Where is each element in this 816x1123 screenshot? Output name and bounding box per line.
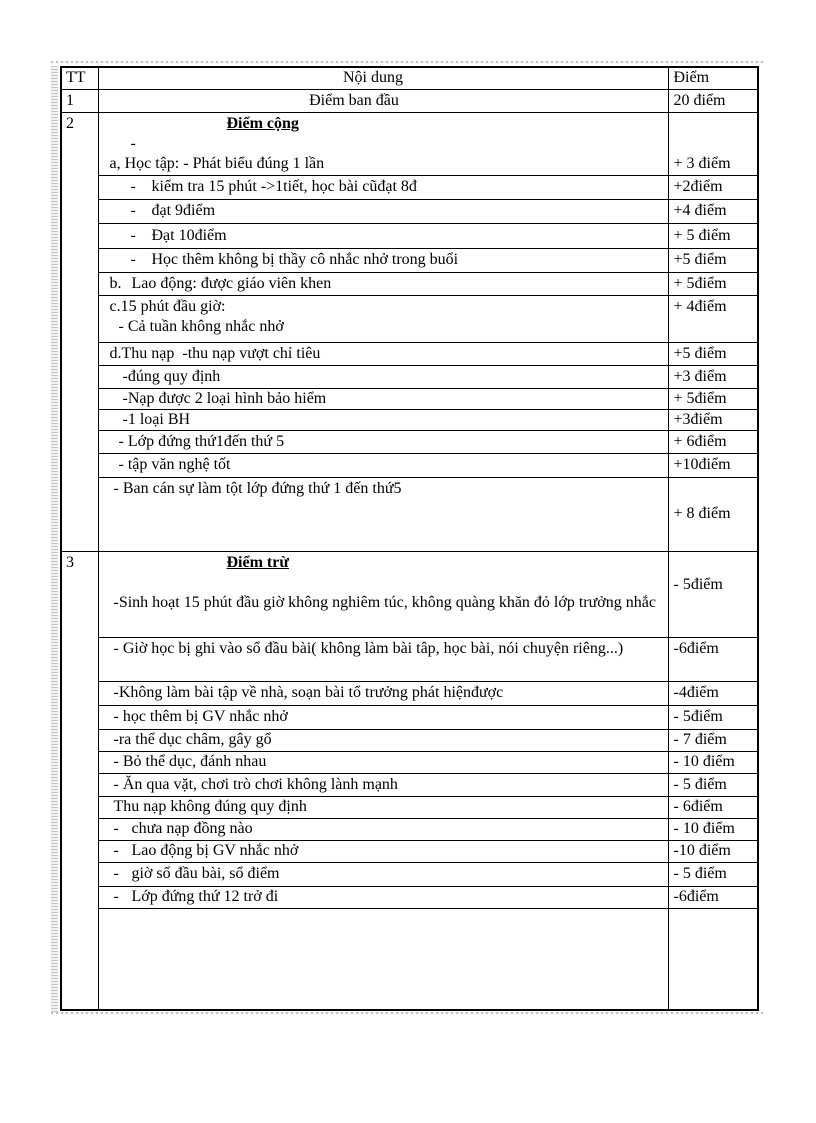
line-text: Lao động bị GV nhắc nhở	[131, 842, 299, 859]
content-cell	[98, 818, 668, 840]
score-cell: -6điểm	[668, 637, 758, 681]
content-line: c.15 phút đầu giờ:	[109, 297, 226, 315]
content-line: -đúng quy định	[122, 367, 221, 385]
score-cell: +3điểm	[668, 409, 758, 430]
table-row	[61, 295, 758, 342]
table-row	[61, 199, 758, 223]
table-row	[61, 729, 758, 751]
content-line: - Giờ học bị ghi vào sổ đầu bài( không làm bài tâp, học bài, nói chuyện riêng...)	[113, 639, 624, 657]
score-rules-table	[60, 66, 759, 1011]
content-line: Điểm trừ	[226, 553, 289, 571]
table-row	[61, 886, 758, 908]
dash-bullet: -	[113, 888, 119, 905]
table-row	[61, 342, 758, 365]
line-text: Học thêm không bị thầy cô nhắc nhở trong buổi	[151, 251, 459, 268]
table-row	[61, 773, 758, 796]
content-line	[99, 250, 668, 270]
score-cell: + 4điểm	[668, 295, 758, 342]
table-row	[61, 796, 758, 818]
score-cell: + 3 điểm	[668, 112, 758, 175]
content-cell	[98, 199, 668, 223]
content-cell	[98, 729, 668, 751]
table-row	[61, 89, 758, 112]
content-line: - Bỏ thể dục, đánh nhau	[113, 753, 267, 770]
content-cell	[98, 840, 668, 862]
content-line: - Cả tuần không nhắc nhở	[118, 317, 284, 335]
content-cell	[98, 796, 668, 818]
tt-cell: 3	[61, 551, 98, 1010]
content-line: Điểm ban đầu	[309, 91, 399, 109]
content-cell	[98, 295, 668, 342]
dash-bullet: -	[113, 865, 119, 882]
table-row	[61, 388, 758, 409]
content-line: - Lớp đứng thứ1đến thứ 5	[118, 432, 285, 450]
column-header-content: Nội dung	[98, 67, 668, 89]
table-row	[61, 751, 758, 773]
dash-bullet: -	[130, 226, 136, 244]
table-row	[61, 365, 758, 388]
score-cell: + 8 điểm	[668, 477, 758, 551]
content-line: -1 loại BH	[122, 410, 191, 428]
content-cell	[98, 223, 668, 248]
score-cell: +3 điểm	[668, 365, 758, 388]
content-cell	[98, 175, 668, 199]
line-text: Đạt 10điểm	[151, 226, 227, 244]
content-cell	[98, 681, 668, 705]
table-row	[61, 840, 758, 862]
score-cell	[668, 908, 758, 1010]
line-text: kiểm tra 15 phút ->1tiết, học bài cũđạt 8đ	[151, 178, 417, 195]
dash-bullet: -	[113, 820, 119, 837]
content-cell	[98, 453, 668, 477]
scan-artifact-bottom	[51, 1012, 763, 1014]
content-cell	[98, 388, 668, 409]
content-cell	[98, 886, 668, 908]
score-cell: - 5 điểm	[668, 773, 758, 796]
table-row	[61, 681, 758, 705]
table-body	[61, 89, 758, 1010]
content-cell	[98, 773, 668, 796]
table-row	[61, 175, 758, 199]
score-cell: + 5điểm	[668, 388, 758, 409]
line-text: đạt 9điểm	[151, 202, 216, 219]
content-cell	[98, 89, 668, 112]
score-cell: - 5 điểm	[668, 862, 758, 886]
content-line	[99, 226, 668, 246]
content-cell	[98, 409, 668, 430]
content-line: -Nạp được 2 loại hình bảo hiểm	[122, 389, 327, 407]
table-row	[61, 272, 758, 295]
dash-bullet: b.	[109, 274, 122, 292]
score-cell: +4 điểm	[668, 199, 758, 223]
content-line	[99, 201, 668, 221]
score-cell: - 10 điểm	[668, 818, 758, 840]
content-line: - Ban cán sự làm tột lớp đứng thứ 1 đến thứ5	[113, 479, 402, 497]
content-cell	[98, 551, 668, 637]
content-line: -ra thể dục châm, gây gổ	[113, 731, 272, 748]
content-line	[99, 841, 668, 861]
tt-cell: 2	[61, 112, 98, 551]
content-cell	[98, 862, 668, 886]
score-cell: - 5điểm	[668, 705, 758, 729]
content-cell	[98, 342, 668, 365]
line-text: giờ sổ đầu bài, sổ điểm	[131, 865, 280, 882]
content-cell	[98, 908, 668, 1010]
table-row	[61, 551, 758, 637]
content-line	[99, 864, 668, 884]
score-cell: - 6điểm	[668, 796, 758, 818]
table-header-row	[61, 67, 758, 89]
score-cell: + 5điểm	[668, 272, 758, 295]
column-header-tt: TT	[61, 67, 98, 89]
table-row	[61, 705, 758, 729]
score-cell: - 10 điểm	[668, 751, 758, 773]
content-cell	[98, 477, 668, 551]
line-text: Lớp đứng thứ 12 trở đi	[131, 888, 279, 905]
table-row	[61, 112, 758, 175]
content-cell	[98, 365, 668, 388]
line-text: chưa nạp đồng nào	[131, 820, 253, 837]
content-line: a, Học tập: - Phát biểu đúng 1 lần	[109, 154, 325, 172]
content-cell	[98, 248, 668, 272]
column-header-score: Điểm	[668, 67, 758, 89]
score-cell: 20 điểm	[668, 89, 758, 112]
dash-bullet: -	[130, 251, 136, 268]
score-cell: -10 điểm	[668, 840, 758, 862]
content-line: Thu nạp không đúng quy định	[113, 798, 307, 815]
content-cell	[98, 705, 668, 729]
score-cell: + 5 điểm	[668, 223, 758, 248]
table-row	[61, 409, 758, 430]
content-line: d.Thu nạp -thu nạp vượt chỉ tiêu	[109, 344, 321, 362]
table-row	[61, 453, 758, 477]
content-line: -Sinh hoạt 15 phút đầu giờ không nghiêm túc, không quàng khăn đỏ lớp trưởng nhắc	[113, 593, 656, 611]
score-cell: +10điểm	[668, 453, 758, 477]
table-row	[61, 430, 758, 453]
score-cell: -4điểm	[668, 681, 758, 705]
content-line: - tập văn nghệ tốt	[118, 456, 231, 473]
content-line	[99, 819, 668, 839]
scan-artifact-left	[51, 66, 58, 1012]
content-cell	[98, 430, 668, 453]
content-cell	[98, 637, 668, 681]
table-row	[61, 818, 758, 840]
tt-cell: 1	[61, 89, 98, 112]
content-cell	[98, 751, 668, 773]
table-row	[61, 637, 758, 681]
score-cell: - 7 điểm	[668, 729, 758, 751]
content-line: - Ăn qua vặt, chơi trò chơi không lành mạnh	[113, 775, 398, 793]
dash-bullet: -	[113, 842, 119, 859]
content-line	[99, 177, 668, 197]
content-line: - học thêm bị GV nhắc nhở	[113, 708, 288, 725]
dash-bullet: -	[130, 202, 136, 219]
dash-bullet: -	[130, 178, 136, 195]
content-line	[99, 887, 668, 907]
score-cell: + 6điểm	[668, 430, 758, 453]
content-cell	[98, 112, 668, 175]
content-line: -	[130, 134, 136, 152]
score-cell: - 5điểm	[668, 551, 758, 637]
line-text: Lao động: được giáo viên khen	[131, 274, 332, 292]
score-cell: +2điểm	[668, 175, 758, 199]
content-line	[99, 573, 668, 593]
score-cell: +5 điểm	[668, 248, 758, 272]
scan-artifact-top	[51, 61, 763, 63]
score-cell: +5 điểm	[668, 342, 758, 365]
content-cell	[98, 272, 668, 295]
table-row	[61, 248, 758, 272]
content-line: -Không làm bài tập về nhà, soạn bài tổ trưởng phát hiệnđược	[113, 684, 504, 701]
table-row	[61, 477, 758, 551]
table-row	[61, 862, 758, 886]
content-line: Điểm cộng	[226, 114, 299, 132]
score-cell: -6điểm	[668, 886, 758, 908]
table-row	[61, 908, 758, 1010]
table-row	[61, 223, 758, 248]
content-line	[99, 274, 668, 294]
